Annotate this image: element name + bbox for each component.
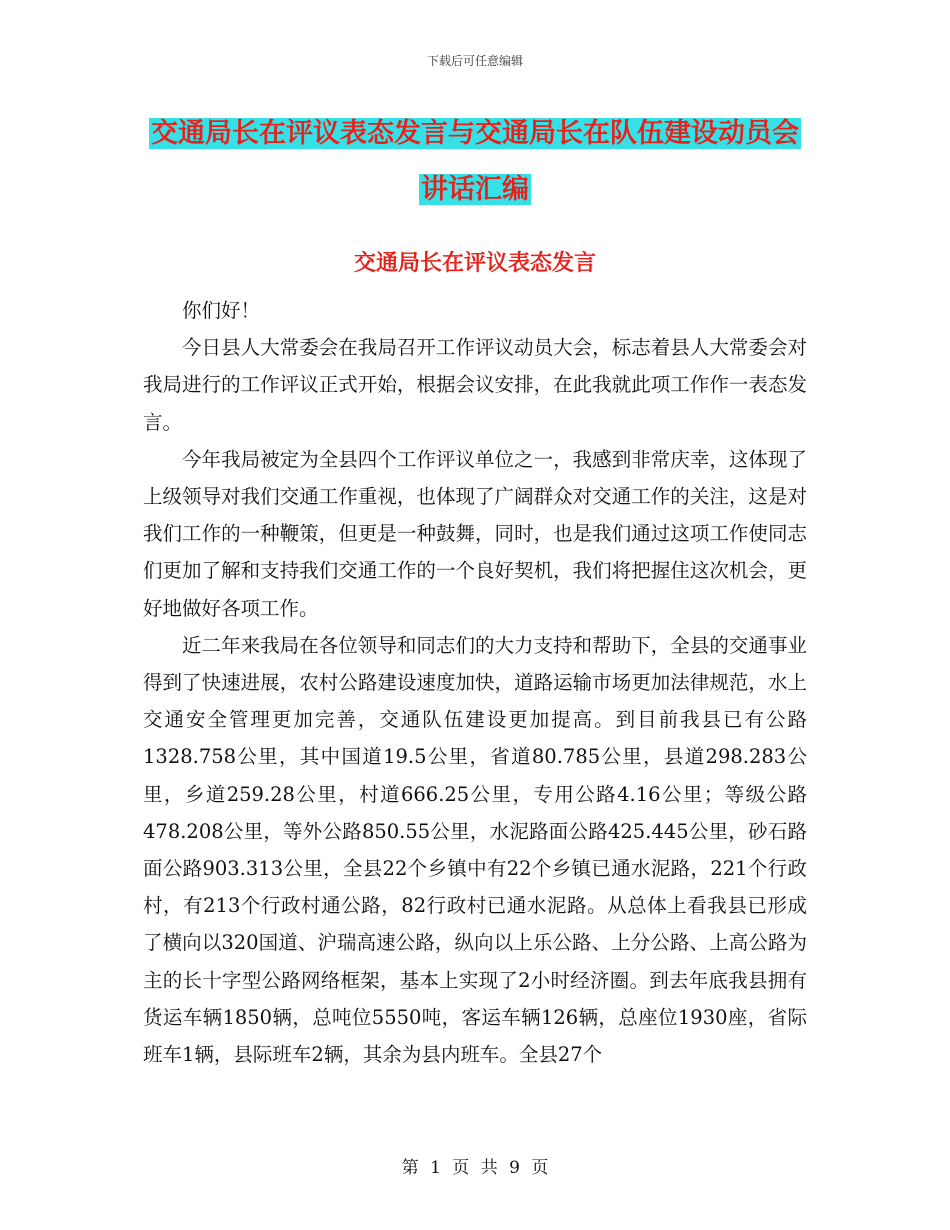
document-body bbox=[143, 292, 807, 1073]
document-title bbox=[143, 106, 807, 218]
paragraph: 近二年来我局在各位领导和同志们的大力支持和帮助下，全县的交通事业得到了快速进展，农村公路建设速度加快，道路运输市场更加法律规范，水上交通安全管理更加完善，交通队伍建设更加提高。到目前我县已有公路1328.758公里，其中国道19.5公里，省道80.785公里，县道298.283公里，乡道259.28公里，村道666.25公里，专用公路4.16公里；等级公路478.208公里，等外公路850.55公里，水泥路面公路425.445公里，砂石路面公路903.313公里，全县22个乡镇中有22个乡镇已通水泥路，221个行政村，有213个行政村通公路，82行政村已通水泥路。从总体上看我县已形成了横向以320国道、沪瑞高速公路，纵向以上乐公路、上分公路、上高公路为主的长十字型公路网络框架，基本上实现了2小时经济圈。到去年底我县拥有货运车辆1850辆，总吨位5550吨，客运车辆126辆，总座位1930座，省际班车1辆，县际班车2辆，其余为县内班车。全县27个 bbox=[143, 633, 807, 1067]
paragraph-greeting: 你们好！ bbox=[182, 299, 261, 322]
document-title-text: 交通局长在评议表态发言与交通局长在队伍建设动员会讲话汇编 bbox=[151, 118, 799, 205]
paragraph: 今日县人大常委会在我局召开工作评议动员大会，标志着县人大常委会对我局进行的工作评议正式开始，根据会议安排，在此我就此项工作作一表态发言。 bbox=[143, 336, 807, 434]
page-number-footer: 第 1 页 共 9 页 bbox=[401, 1158, 549, 1178]
section-title: 交通局长在评议表态发言 bbox=[353, 250, 596, 276]
paragraph: 今年我局被定为全县四个工作评议单位之一，我感到非常庆幸，这体现了上级领导对我们交通工作重视，也体现了广阔群众对交通工作的关注，这是对我们工作的一种鞭策，但更是一种鼓舞，同时，也是我们通过这项工作使同志们更加了解和支持我们交通工作的一个良好契机，我们将把握住这次机会，更好地做好各项工作。 bbox=[143, 447, 807, 620]
header-note: 下载后可任意编辑 bbox=[426, 54, 523, 68]
